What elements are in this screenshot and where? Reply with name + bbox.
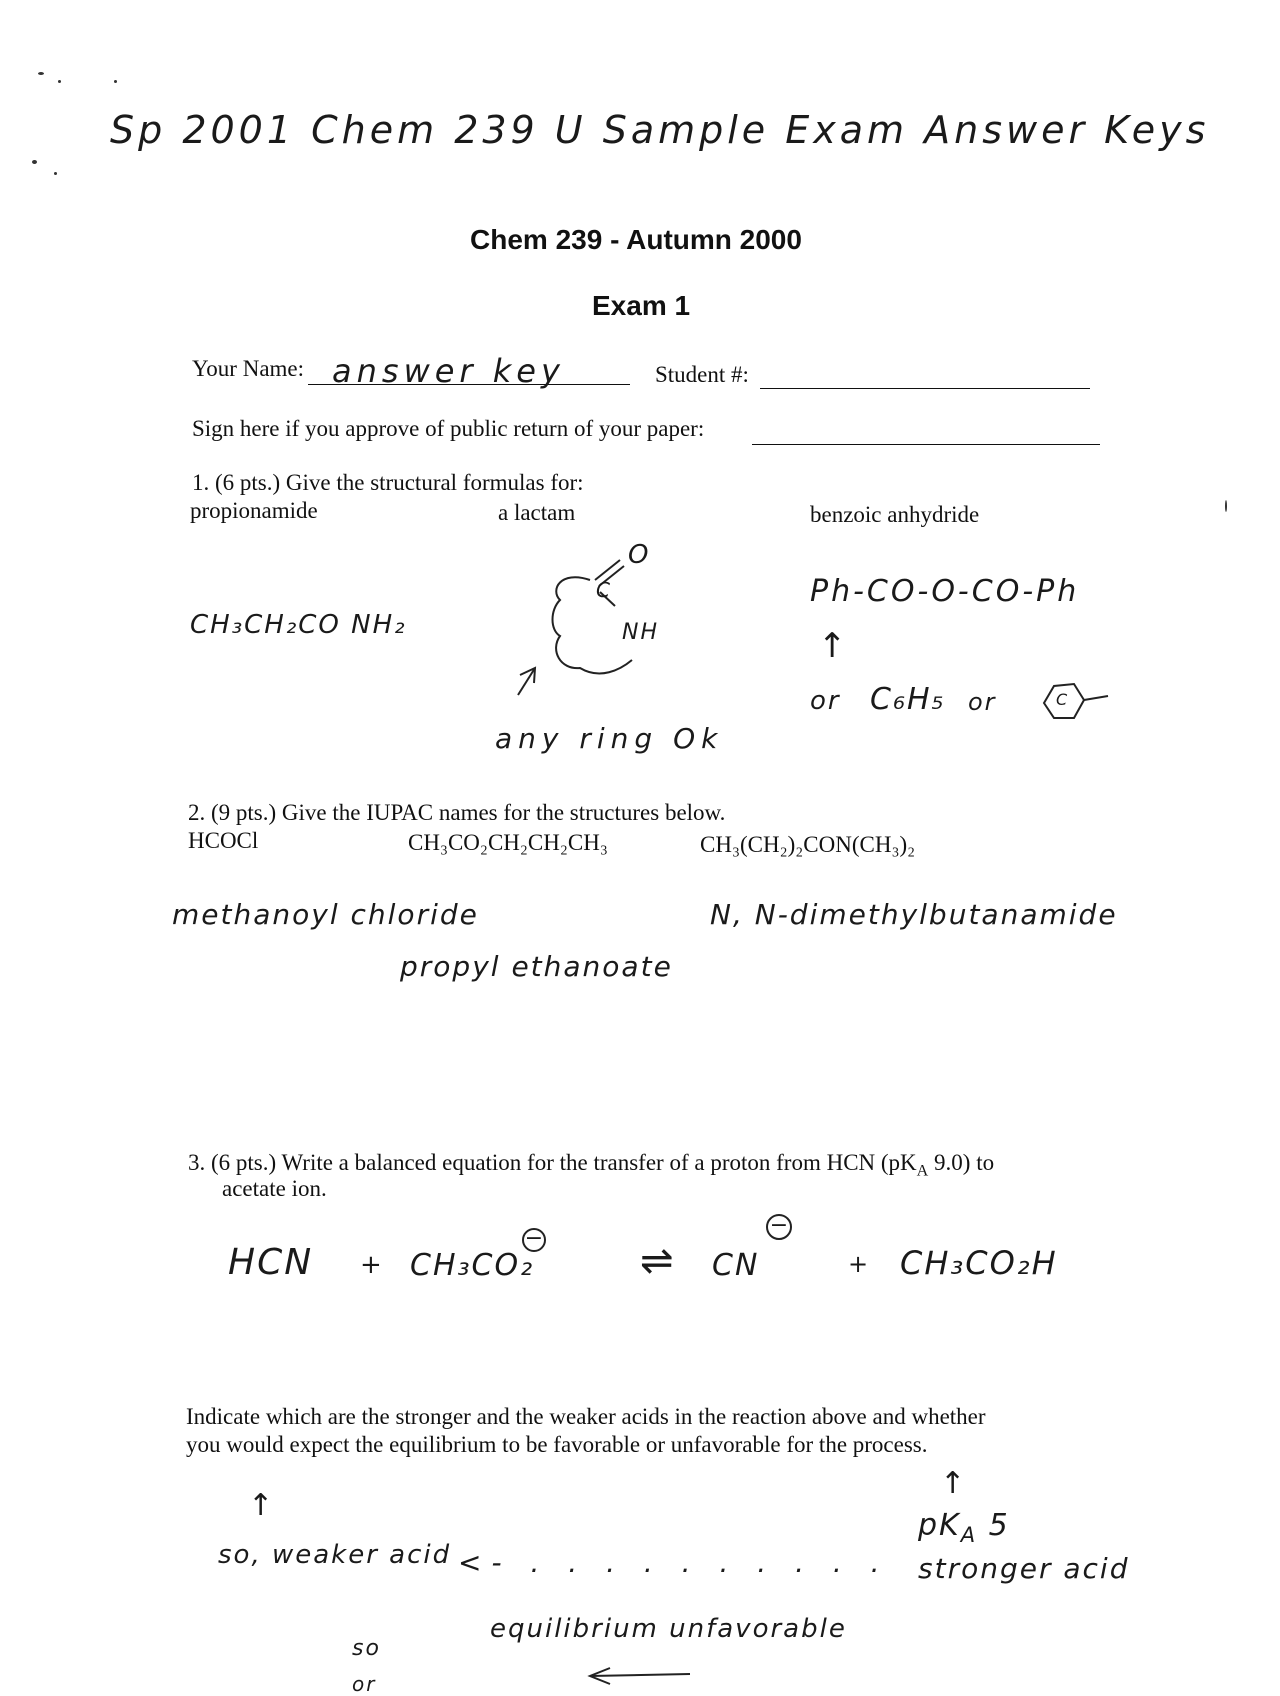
student-label: Student #:	[655, 362, 749, 387]
arrow-up-icon: ↑	[248, 1488, 276, 1523]
q3-prompt-line2: acetate ion.	[222, 1176, 327, 1201]
eq-plus-1: +	[360, 1250, 384, 1280]
scan-speck	[114, 80, 117, 83]
equilibrium-note: equilibrium unfavorable	[490, 1614, 847, 1644]
eq-acetic-acid: CH₃CO₂H	[900, 1244, 1058, 1282]
lactam-o: O	[628, 540, 651, 570]
lactam-nh: NH	[622, 620, 659, 645]
pka-label: pK	[918, 1508, 961, 1543]
arrow-up-icon: ↑	[818, 626, 849, 666]
sign-field-line[interactable]	[752, 444, 1100, 445]
q3-prompt-tail: 9.0) to	[928, 1150, 995, 1175]
left-arrow-icon	[580, 1666, 700, 1696]
q1-col-propionamide: propionamide	[190, 498, 318, 523]
name-value: answer key	[332, 352, 565, 390]
q1-answer-phenyl: C₆H₅	[870, 682, 946, 717]
q1-or-2: or	[968, 688, 997, 716]
scan-speck	[1225, 500, 1227, 512]
student-field-line[interactable]	[760, 388, 1090, 389]
handwritten-title: Sp 2001 Chem 239 U Sample Exam Answer Keys	[110, 108, 1210, 152]
dotted-arrow: <- . . . . . . . . . .	[458, 1546, 890, 1579]
eq-hcn: HCN	[228, 1242, 314, 1283]
eq-acetate: CH₃CO₂	[410, 1248, 535, 1283]
scan-speck	[54, 172, 57, 175]
weaker-acid-note: so, weaker acid	[218, 1540, 452, 1570]
lactam-c: C	[596, 578, 612, 602]
sign-label: Sign here if you approve of public return of your paper:	[192, 416, 705, 441]
pka-note	[918, 1508, 1010, 1547]
q2-structure-1: HCOCl	[188, 828, 259, 853]
name-label: Your Name:	[192, 356, 305, 381]
q1-or-1: or	[810, 686, 841, 716]
phenyl-ring-icon	[1036, 678, 1116, 728]
q1-answer-lactam-note: any ring Ok	[495, 722, 724, 755]
q1-col-anhydride: benzoic anhydride	[810, 502, 980, 527]
or-note: or	[352, 1672, 377, 1696]
q3-prompt-text: 3. (6 pts.) Write a balanced equation for the transfer of a proton from HCN (pK	[188, 1150, 917, 1175]
course-title: Chem 239 - Autumn 2000	[470, 224, 802, 255]
q3-indicate-line2: you would expect the equilibrium to be favorable or unfavorable for the process.	[186, 1432, 928, 1457]
q1-answer-propionamide: CH₃CH₂CO NH₂	[190, 610, 407, 640]
eq-plus-2: +	[848, 1250, 871, 1278]
q1-answer-anhydride: Ph-CO-O-CO-Ph	[810, 574, 1080, 609]
scan-speck	[38, 72, 44, 75]
exam-title: Exam 1	[592, 290, 691, 321]
pka-sub: A	[960, 1523, 978, 1547]
arrow-up-icon: ↑	[940, 1466, 968, 1501]
so-note: so	[352, 1636, 381, 1661]
q3-prompt-sub: A	[916, 1162, 929, 1180]
scan-speck	[32, 160, 37, 164]
q3-indicate-line1: Indicate which are the stronger and the weaker acids in the reaction above and whether	[186, 1404, 986, 1429]
q2-prompt: 2. (9 pts.) Give the IUPAC names for the structures below.	[188, 800, 726, 825]
eq-cn-charge: −	[766, 1214, 792, 1240]
q2-answer-2: propyl ethanoate	[400, 950, 673, 983]
eq-cn: CN	[712, 1248, 760, 1283]
q1-col-lactam: a lactam	[498, 500, 576, 525]
phenyl-ring-c: C	[1056, 690, 1070, 709]
stronger-acid-note: stronger acid	[918, 1552, 1130, 1585]
pka-value: 5	[977, 1508, 1010, 1543]
scan-speck	[58, 80, 61, 83]
q2-answer-1: methanoyl chloride	[172, 898, 479, 931]
q1-prompt: 1. (6 pts.) Give the structural formulas for:	[192, 470, 584, 495]
q2-structure-2: CH₃CO₂CH₂CH₂CH₃	[408, 830, 608, 855]
q2-structure-3: CH₃(CH₂)₂CON(CH₃)₂	[700, 832, 916, 857]
eq-acetate-charge: −	[522, 1228, 546, 1252]
q2-answer-3: N, N-dimethylbutanamide	[710, 898, 1118, 931]
eq-equilibrium-arrows: ⇌	[640, 1238, 676, 1284]
